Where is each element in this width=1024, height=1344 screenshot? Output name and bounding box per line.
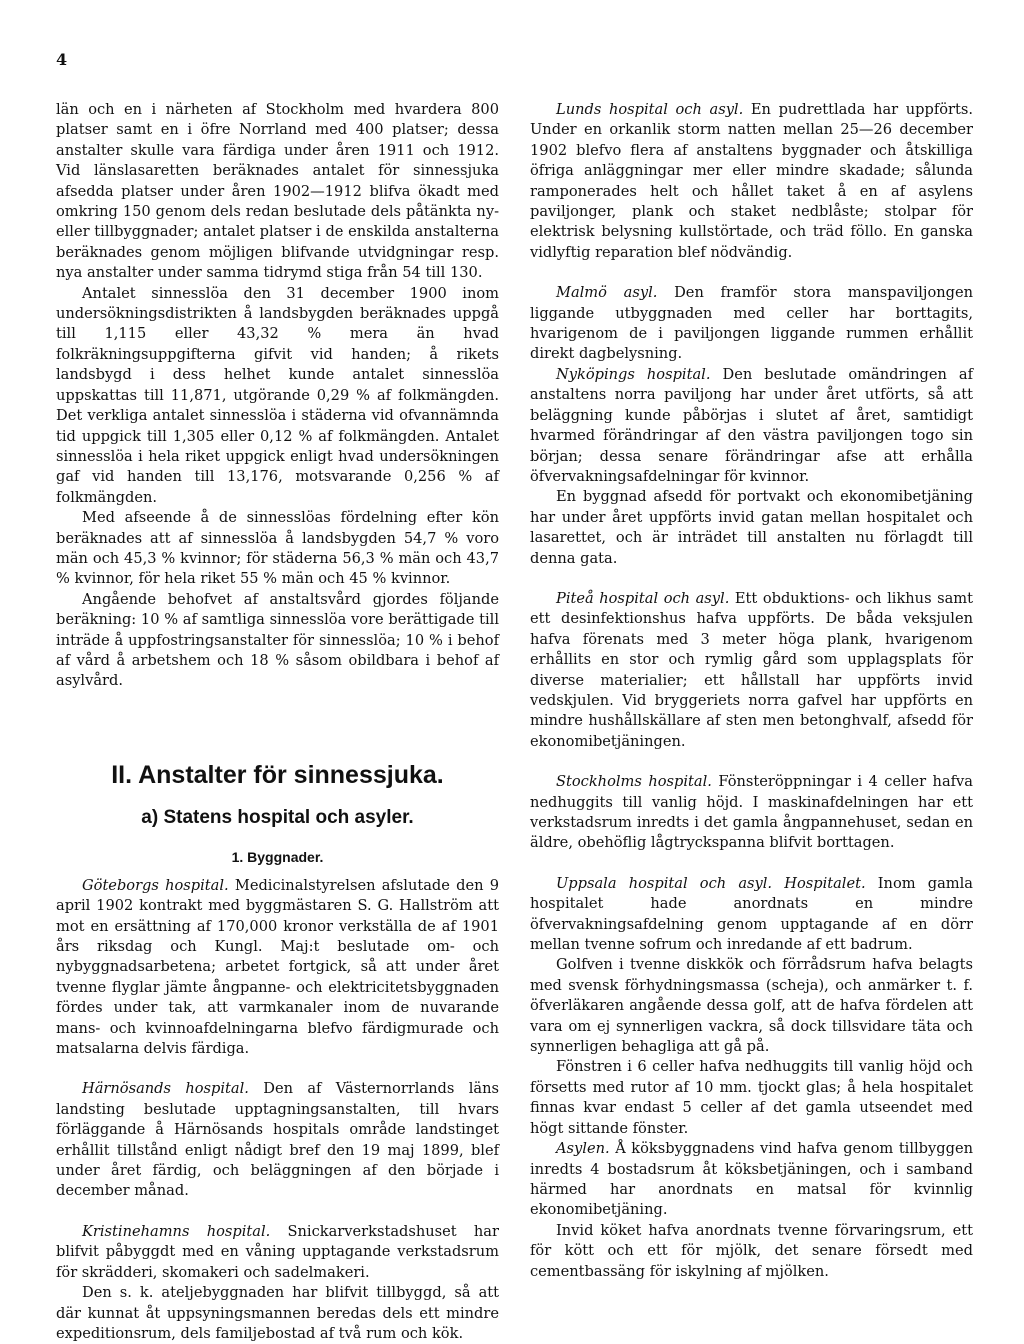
paragraph-kristinehamn-2: Den s. k. ateljebyggnaden har blifvit tillbyggd, så att där kunnat åt uppsyningsmannen beredas dels ett mindre expeditionsrum, dels familjebostad af två rum och kök.: [56, 1284, 499, 1342]
paragraph-harnosand: [56, 1079, 499, 1201]
goteborg-lead: Göteborgs hospital.: [82, 876, 229, 894]
paragraph-behofvet: Angående behofvet af anstaltsvård gjordes följande beräkning: 10 % af samtliga sinnesslöa vore berättigade till inträde å uppfostringsanstalter för sinnesslöa; 10 % i behof af vård å arbetshem och 18 % såsom obildbara i behof af asylvård.: [56, 590, 499, 690]
subsection-title: a) Statens hospital och asyler.: [141, 806, 414, 828]
paragraph-stockholm: [530, 772, 973, 854]
paragraph-sinnesloa: Antalet sinnesslöa den 31 december 1900 inom undersökningsdistrikten å landsbygden beräknades uppgå till 1,115 eller 43,32 % mera än hvad folkräkningsuppgifterna gifvit vid handen; å rikets landsbygd i dess helhet kunde antalet sinnesslöa uppskattas till 11,871, utgörande 0,29 % af folkmängden. Det verkliga antalet sinnesslöa i städerna vid ofvannämnda tid uppgick till 1,305 eller 0,12 % af folkmängden. Antalet sinnesslöa i hela riket uppgick enligt hvad undersökningen gaf vid handen till 13,176, motsvarande 0,256 % af folkmängden.: [56, 284, 499, 506]
page-number: 4: [56, 50, 68, 69]
lund-text: En pudrettlada har uppförts. Under en orkanlik storm natten mellan 25—26 december 1902 blefvo flera af anstaltens byggnader och åtskilliga öfriga anläggningar mer eller mindre skadade; sålunda ramponerades helt och hållet taket å en af asylens paviljonger, plank och staket nedblåste; stolpar för elektrisk belysning kullstörtade, och träd föllo. En ganska vidlyftig reparation blef nödvändig.: [530, 101, 973, 261]
harnosand-text: Den af Västernorrlands läns landsting beslutade upptagningsanstalten, till hvars förläggande å Härnösands hospitals område landstinget erhållit tillstånd enligt nådigt bref den 19 maj 1899, blef under året färdig, och beläggningen af den började i december månad.: [56, 1080, 499, 1200]
paragraph-pitea: [530, 589, 973, 752]
paragraph-kristinehamn: [56, 1222, 499, 1283]
goteborg-text: Medicinalstyrelsen afslutade den 9 april 1902 kontrakt med byggmästaren S. G. Hallström att mot en ersättning af 170,000 kronor verkställa de af 1901 års riksdag och Kungl. Maj:t beslutade om- och nybyggnadsarbetena; arbetet fortgick, så att under året tvenne flyglar jämte ångpanne- och elektricitetsbyggnaden fördes under tak, att varmkanaler inom de nuvarande mans- och kvinnoafdelningarna blefvo färdigmurade och matsalarna delvis färdiga.: [56, 876, 499, 1058]
asylen-text: Å köksbyggnadens vind hafva genom tillbyggen inredts 4 bostadsrum åt köksbetjäningen, och i samband härmed har anordnats en matsal för kvinnlig ekonomibetjäning.: [530, 1140, 973, 1219]
paragraph-uppsala-2: Golfven i tvenne diskkök och förrådsrum hafva belagts med svensk förhydningsmassa (scheja), och anmärker t. f. öfverläkaren angående dessa golf, att de hafva fördelen att vara om ej synnerligen vackra, så dock tillsvidare täta och synnerligen behagliga att gå på.: [530, 956, 973, 1056]
paragraph-platser: län och en i närheten af Stockholm med hvardera 800 platser samt en i öfre Norrland med 400 platser; dessa anstalter skulle vara färdiga under åren 1911 och 1912. Vid länslasaretten beräknades antalet för sinnessjuka afsedda platser under åren 1902—1912 blifva ökadt med omkring 150 genom dels redan beslutade dels påtänkta ny- eller tillbyggnader; antalet platser i de enskilda anstalterna beräknades genom möjligen blifvande utvidgningar resp. nya anstalter under samma tidrymd stiga från 54 till 130.: [56, 101, 499, 282]
paragraph-lund: [530, 100, 973, 263]
kristinehamn-text: Snickarverkstadshuset har blifvit påbyggdt med en våning upptagande verkstadsrum för skrädderi, skomakeri och sadelmakeri.: [56, 1222, 499, 1281]
malmo-lead: Malmö asyl.: [556, 284, 658, 302]
section-title: II. Anstalter för sinnessjuka.: [111, 760, 444, 789]
pitea-text: Ett obduktions- och likhus samt ett desinfektionshus hafva uppförts. De båda veksjulen hafva förenats med 3 meter höga plank, hvarigenom erhållits en stor och rymlig gård som upplagsplats för diverse materialier; ett hållstall har uppförts invid vedskjulen. Vid bryggeriets norra gafvel har uppförts en mindre hushållskällare af sten men betonghvalf, afsedd för ekonomibetjäningen.: [530, 589, 974, 750]
paragraph-asylen-2: Invid köket hafva anordnats tvenne förvaringsrum, ett för kött och ett för mjölk, det senare försedt med cementbassäng för iskylning af mjölken.: [530, 1221, 973, 1280]
uppsala-text: Inom gamla hospitalet hade anordnats en mindre öfvervakningsafdelning genom upptagande af en dörr mellan tvenne sofrum och inredande af ett badrum.: [530, 874, 974, 954]
paragraph-uppsala: [530, 874, 973, 956]
asylen-lead: Asylen.: [556, 1140, 610, 1158]
paragraph-kon: Med afseende å de sinnesslöas fördelning efter kön beräknades att af sinnesslöa å landsbygden 54,7 % voro män och 45,3 % kvinnor; för städerna 56,3 % män och 43,7 % kvinnor, för hela riket 55 % män och 45 % kvinnor.: [56, 509, 499, 588]
paragraph-uppsala-3: Fönstren i 6 celler hafva nedhuggits till vanlig höjd och försetts med rutor af 10 mm. tjockt glas; å hela hospitalet finnas kvar endast 5 celler af det gamla utseendet med högt sittande fönster.: [530, 1058, 973, 1137]
paragraph-nykoping-2: En byggnad afsedd för portvakt och ekonomibetjäning har under året uppförts invid gatan mellan hospitalet och lasarettet, och är inträdet till anstalten nu förlagdt till denna gata.: [530, 488, 973, 567]
kristinehamn-lead: Kristinehamns hospital.: [82, 1222, 271, 1240]
right-column: [530, 100, 973, 1282]
nykoping-text: Den beslutade omändringen af anstaltens norra paviljong har under året utförts, så att beläggning kunde påbörjas i slutet af året, samtidigt hvarmed förändringar af den västra paviljongen togo sin början; dessa senare förändringar afse att erhålla öfvervakningsafdelningar för kvinnor.: [530, 365, 973, 485]
harnosand-lead: Härnösands hospital.: [82, 1080, 249, 1098]
stockholm-lead: Stockholms hospital.: [556, 773, 712, 791]
lund-lead: Lunds hospital och asyl.: [556, 101, 744, 118]
paragraph-nykoping: [530, 365, 973, 487]
uppsala-lead: Uppsala hospital och asyl. Hospitalet.: [556, 874, 866, 892]
malmo-text: Den framför stora manspaviljongen liggande utbyggnaden med celler har borttagits, hvarigenom de i paviljongen liggande rummen erhållit direkt dagbelysning.: [530, 284, 974, 363]
stockholm-text: Fönsteröppningar i 4 celler hafva nedhuggits till vanlig höjd. I maskinafdelningen har ett verkstadsrum inredts i det gamla ångpannehuset, sedan en äldre, obehöflig lågtryckspanna blifvit borttagen.: [530, 773, 973, 852]
paragraph-asylen: [530, 1139, 973, 1221]
paragraph-malmo: [530, 283, 973, 365]
subsubsection-title: 1. Byggnader.: [231, 848, 324, 865]
nykoping-lead: Nyköpings hospital.: [556, 365, 711, 383]
left-column: [56, 100, 499, 1344]
pitea-lead: Piteå hospital och asyl.: [556, 589, 730, 607]
paragraph-goteborg: [56, 876, 499, 1060]
